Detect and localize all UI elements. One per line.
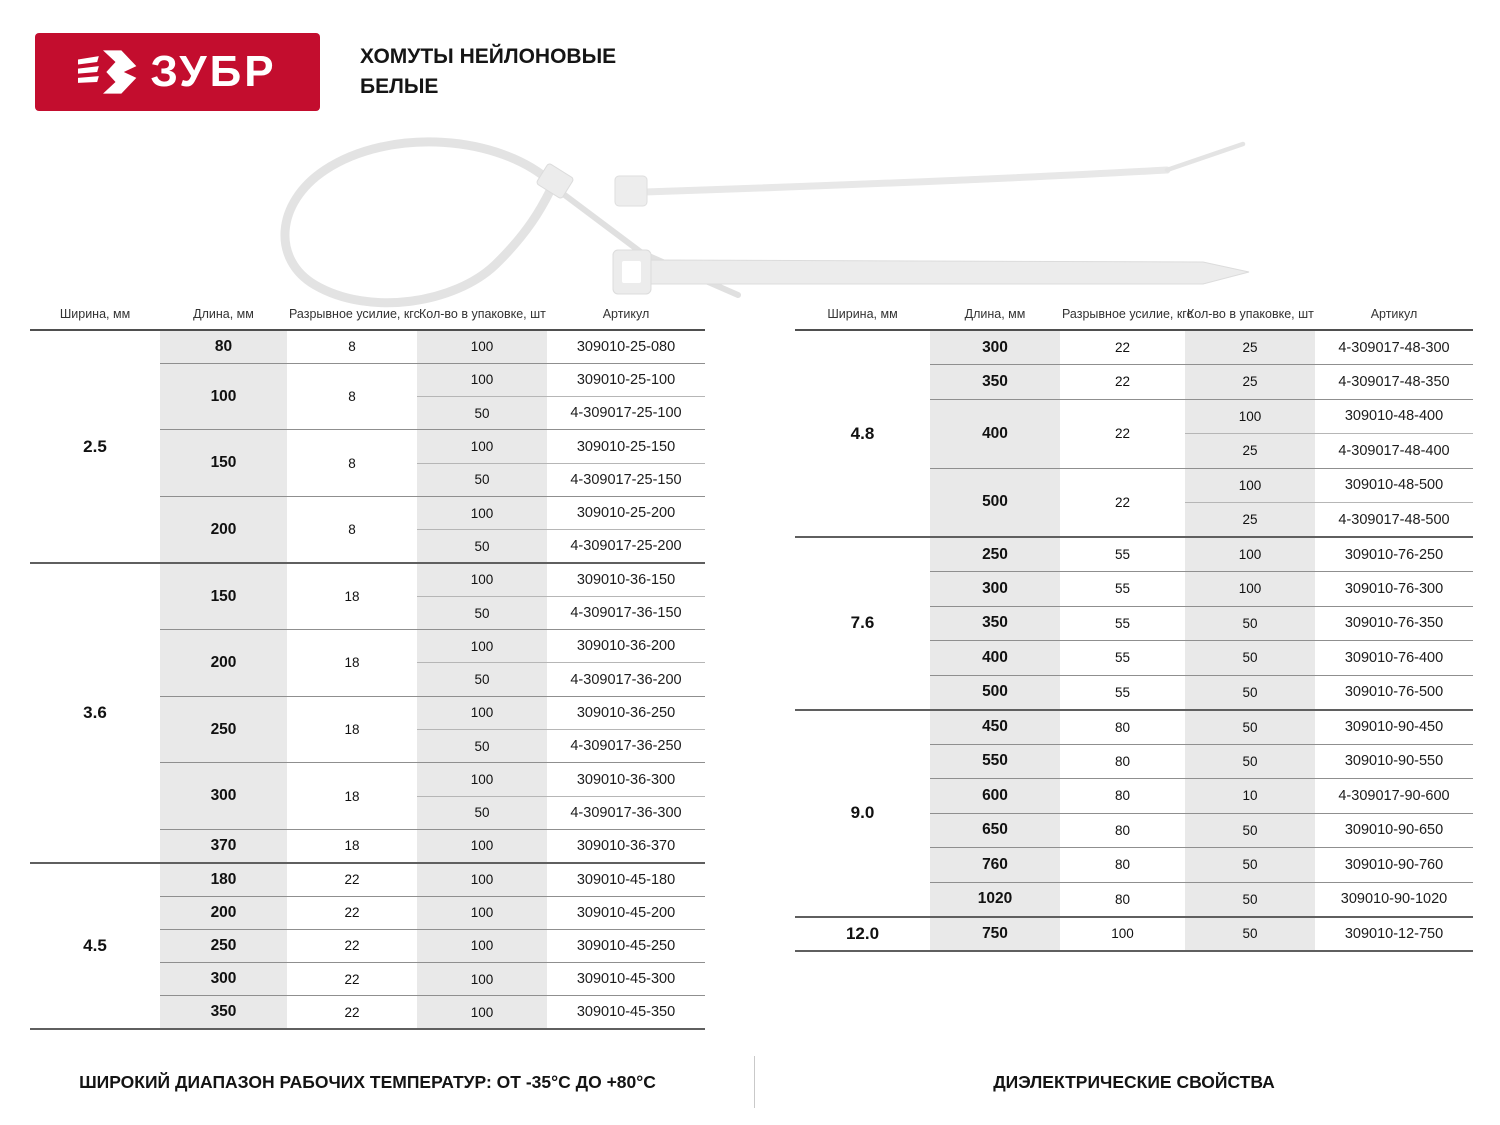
column-header: Разрывное усилие, кгс xyxy=(287,306,417,330)
length-cell: 180 xyxy=(160,863,287,896)
force-cell: 80 xyxy=(1060,848,1185,883)
table-row xyxy=(795,330,1473,365)
qty-cell: 50 xyxy=(1185,675,1315,710)
length-cell: 250 xyxy=(930,537,1060,572)
qty-cell: 50 xyxy=(1185,848,1315,883)
qty-cell: 100 xyxy=(417,996,547,1029)
length-cell: 200 xyxy=(160,896,287,929)
sku-cell: 309010-25-080 xyxy=(547,330,705,363)
qty-cell: 50 xyxy=(417,730,547,763)
brand-logo-text: ЗУБР xyxy=(150,47,277,96)
length-cell: 200 xyxy=(160,630,287,697)
sku-cell: 309010-48-500 xyxy=(1315,468,1473,503)
column-header: Ширина, мм xyxy=(795,306,930,330)
force-cell: 80 xyxy=(1060,779,1185,814)
sku-cell: 309010-36-200 xyxy=(547,630,705,663)
sku-cell: 309010-45-250 xyxy=(547,929,705,962)
length-cell: 300 xyxy=(160,763,287,830)
sku-cell: 309010-36-150 xyxy=(547,563,705,596)
force-cell: 80 xyxy=(1060,813,1185,848)
qty-cell: 100 xyxy=(1185,468,1315,503)
sku-cell: 309010-25-100 xyxy=(547,363,705,396)
force-cell: 18 xyxy=(287,763,417,830)
sku-cell: 309010-48-400 xyxy=(1315,399,1473,434)
qty-cell: 100 xyxy=(417,496,547,529)
qty-cell: 100 xyxy=(417,763,547,796)
table-row xyxy=(795,710,1473,745)
qty-cell: 50 xyxy=(417,596,547,629)
column-header: Кол-во в упаковке, шт xyxy=(1185,306,1315,330)
length-cell: 370 xyxy=(160,829,287,862)
length-cell: 350 xyxy=(930,365,1060,400)
qty-cell: 50 xyxy=(1185,917,1315,952)
table-row xyxy=(795,537,1473,572)
qty-cell: 50 xyxy=(417,397,547,430)
product-title xyxy=(360,42,616,102)
length-cell: 1020 xyxy=(930,882,1060,917)
force-cell: 55 xyxy=(1060,606,1185,641)
force-cell: 22 xyxy=(287,863,417,896)
sku-cell: 309010-76-400 xyxy=(1315,641,1473,676)
length-cell: 250 xyxy=(160,929,287,962)
sku-cell: 4-309017-48-400 xyxy=(1315,434,1473,469)
force-cell: 22 xyxy=(1060,399,1185,468)
width-cell: 12.0 xyxy=(795,917,930,952)
column-header: Артикул xyxy=(1315,306,1473,330)
table-row xyxy=(30,563,705,596)
length-cell: 250 xyxy=(160,696,287,763)
force-cell: 22 xyxy=(1060,468,1185,537)
width-cell: 9.0 xyxy=(795,710,930,917)
column-header: Разрывное усилие, кгс xyxy=(1060,306,1185,330)
force-cell: 55 xyxy=(1060,537,1185,572)
column-header: Длина, мм xyxy=(930,306,1060,330)
qty-cell: 100 xyxy=(417,330,547,363)
qty-cell: 100 xyxy=(1185,572,1315,607)
qty-cell: 50 xyxy=(1185,606,1315,641)
spec-table-right xyxy=(795,306,1473,952)
qty-cell: 100 xyxy=(1185,537,1315,572)
qty-cell: 50 xyxy=(417,463,547,496)
length-cell: 600 xyxy=(930,779,1060,814)
force-cell: 18 xyxy=(287,563,417,630)
title-line-1: ХОМУТЫ НЕЙЛОНОВЫЕ xyxy=(360,45,617,68)
feature-dielectric: ДИЭЛЕКТРИЧЕСКИЕ СВОЙСТВА xyxy=(993,1072,1275,1092)
qty-cell: 50 xyxy=(1185,641,1315,676)
length-cell: 500 xyxy=(930,675,1060,710)
length-cell: 300 xyxy=(160,963,287,996)
qty-cell: 100 xyxy=(417,963,547,996)
feature-temperature-range: ШИРОКИЙ ДИАПАЗОН РАБОЧИХ ТЕМПЕРАТУР: ОТ -35°С ДО +80°С xyxy=(79,1072,656,1092)
table-row xyxy=(30,863,705,896)
force-cell: 22 xyxy=(287,896,417,929)
footer-divider xyxy=(754,1056,755,1108)
sku-cell: 4-309017-25-200 xyxy=(547,530,705,563)
qty-cell: 100 xyxy=(417,630,547,663)
table-row xyxy=(795,917,1473,952)
sku-cell: 4-309017-36-250 xyxy=(547,730,705,763)
length-cell: 300 xyxy=(930,330,1060,365)
length-cell: 400 xyxy=(930,399,1060,468)
width-cell: 4.8 xyxy=(795,330,930,537)
length-cell: 350 xyxy=(930,606,1060,641)
sku-cell: 4-309017-36-150 xyxy=(547,596,705,629)
length-cell: 350 xyxy=(160,996,287,1029)
sku-cell: 309010-45-300 xyxy=(547,963,705,996)
sku-cell: 309010-90-550 xyxy=(1315,744,1473,779)
force-cell: 8 xyxy=(287,496,417,563)
force-cell: 22 xyxy=(287,929,417,962)
zubr-bison-arrow-icon xyxy=(78,46,138,98)
sku-cell: 4-309017-48-350 xyxy=(1315,365,1473,400)
qty-cell: 100 xyxy=(1185,399,1315,434)
force-cell: 22 xyxy=(287,963,417,996)
qty-cell: 100 xyxy=(417,696,547,729)
force-cell: 8 xyxy=(287,330,417,363)
force-cell: 18 xyxy=(287,696,417,763)
force-cell: 22 xyxy=(1060,365,1185,400)
sku-cell: 309010-45-180 xyxy=(547,863,705,896)
sku-cell: 4-309017-36-300 xyxy=(547,796,705,829)
qty-cell: 100 xyxy=(417,563,547,596)
sku-cell: 309010-76-250 xyxy=(1315,537,1473,572)
qty-cell: 50 xyxy=(417,530,547,563)
qty-cell: 25 xyxy=(1185,330,1315,365)
sku-cell: 309010-90-450 xyxy=(1315,710,1473,745)
sku-cell: 4-309017-36-200 xyxy=(547,663,705,696)
force-cell: 80 xyxy=(1060,882,1185,917)
sku-cell: 4-309017-25-150 xyxy=(547,463,705,496)
length-cell: 100 xyxy=(160,363,287,430)
sku-cell: 309010-90-1020 xyxy=(1315,882,1473,917)
length-cell: 150 xyxy=(160,430,287,497)
force-cell: 18 xyxy=(287,630,417,697)
sku-cell: 309010-90-650 xyxy=(1315,813,1473,848)
qty-cell: 25 xyxy=(1185,434,1315,469)
sku-cell: 309010-90-760 xyxy=(1315,848,1473,883)
qty-cell: 100 xyxy=(417,430,547,463)
qty-cell: 50 xyxy=(417,663,547,696)
table-row xyxy=(30,330,705,363)
sku-cell: 309010-36-250 xyxy=(547,696,705,729)
width-cell: 2.5 xyxy=(30,330,160,563)
length-cell: 450 xyxy=(930,710,1060,745)
length-cell: 300 xyxy=(930,572,1060,607)
column-header: Артикул xyxy=(547,306,705,330)
force-cell: 80 xyxy=(1060,710,1185,745)
sku-cell: 309010-45-350 xyxy=(547,996,705,1029)
width-cell: 7.6 xyxy=(795,537,930,710)
force-cell: 55 xyxy=(1060,641,1185,676)
qty-cell: 100 xyxy=(417,863,547,896)
length-cell: 400 xyxy=(930,641,1060,676)
spec-table-left xyxy=(30,306,705,1030)
column-header: Кол-во в упаковке, шт xyxy=(417,306,547,330)
qty-cell: 25 xyxy=(1185,503,1315,538)
cable-tie-flat-image xyxy=(605,245,1275,305)
width-cell: 3.6 xyxy=(30,563,160,863)
sku-cell: 4-309017-90-600 xyxy=(1315,779,1473,814)
brand-logo xyxy=(35,33,320,111)
length-cell: 500 xyxy=(930,468,1060,537)
title-line-2: БЕЛЫЕ xyxy=(360,75,439,98)
qty-cell: 100 xyxy=(417,896,547,929)
length-cell: 760 xyxy=(930,848,1060,883)
sku-cell: 4-309017-48-300 xyxy=(1315,330,1473,365)
qty-cell: 10 xyxy=(1185,779,1315,814)
qty-cell: 100 xyxy=(417,829,547,862)
qty-cell: 100 xyxy=(417,363,547,396)
qty-cell: 25 xyxy=(1185,365,1315,400)
length-cell: 550 xyxy=(930,744,1060,779)
sku-cell: 309010-25-200 xyxy=(547,496,705,529)
qty-cell: 100 xyxy=(417,929,547,962)
qty-cell: 50 xyxy=(1185,813,1315,848)
force-cell: 55 xyxy=(1060,572,1185,607)
qty-cell: 50 xyxy=(1185,710,1315,745)
force-cell: 8 xyxy=(287,363,417,430)
qty-cell: 50 xyxy=(1185,744,1315,779)
force-cell: 55 xyxy=(1060,675,1185,710)
sku-cell: 4-309017-48-500 xyxy=(1315,503,1473,538)
sku-cell: 309010-25-150 xyxy=(547,430,705,463)
qty-cell: 50 xyxy=(1185,882,1315,917)
width-cell: 4.5 xyxy=(30,863,160,1029)
force-cell: 8 xyxy=(287,430,417,497)
force-cell: 100 xyxy=(1060,917,1185,952)
sku-cell: 4-309017-25-100 xyxy=(547,397,705,430)
sku-cell: 309010-36-300 xyxy=(547,763,705,796)
length-cell: 200 xyxy=(160,496,287,563)
sku-cell: 309010-76-500 xyxy=(1315,675,1473,710)
force-cell: 22 xyxy=(1060,330,1185,365)
sku-cell: 309010-36-370 xyxy=(547,829,705,862)
qty-cell: 50 xyxy=(417,796,547,829)
column-header: Длина, мм xyxy=(160,306,287,330)
sku-cell: 309010-76-300 xyxy=(1315,572,1473,607)
force-cell: 22 xyxy=(287,996,417,1029)
length-cell: 750 xyxy=(930,917,1060,952)
column-header: Ширина, мм xyxy=(30,306,160,330)
force-cell: 80 xyxy=(1060,744,1185,779)
cable-tie-straight-image xyxy=(605,132,1265,249)
length-cell: 80 xyxy=(160,330,287,363)
sku-cell: 309010-45-200 xyxy=(547,896,705,929)
sku-cell: 309010-12-750 xyxy=(1315,917,1473,952)
force-cell: 18 xyxy=(287,829,417,862)
length-cell: 650 xyxy=(930,813,1060,848)
sku-cell: 309010-76-350 xyxy=(1315,606,1473,641)
length-cell: 150 xyxy=(160,563,287,630)
